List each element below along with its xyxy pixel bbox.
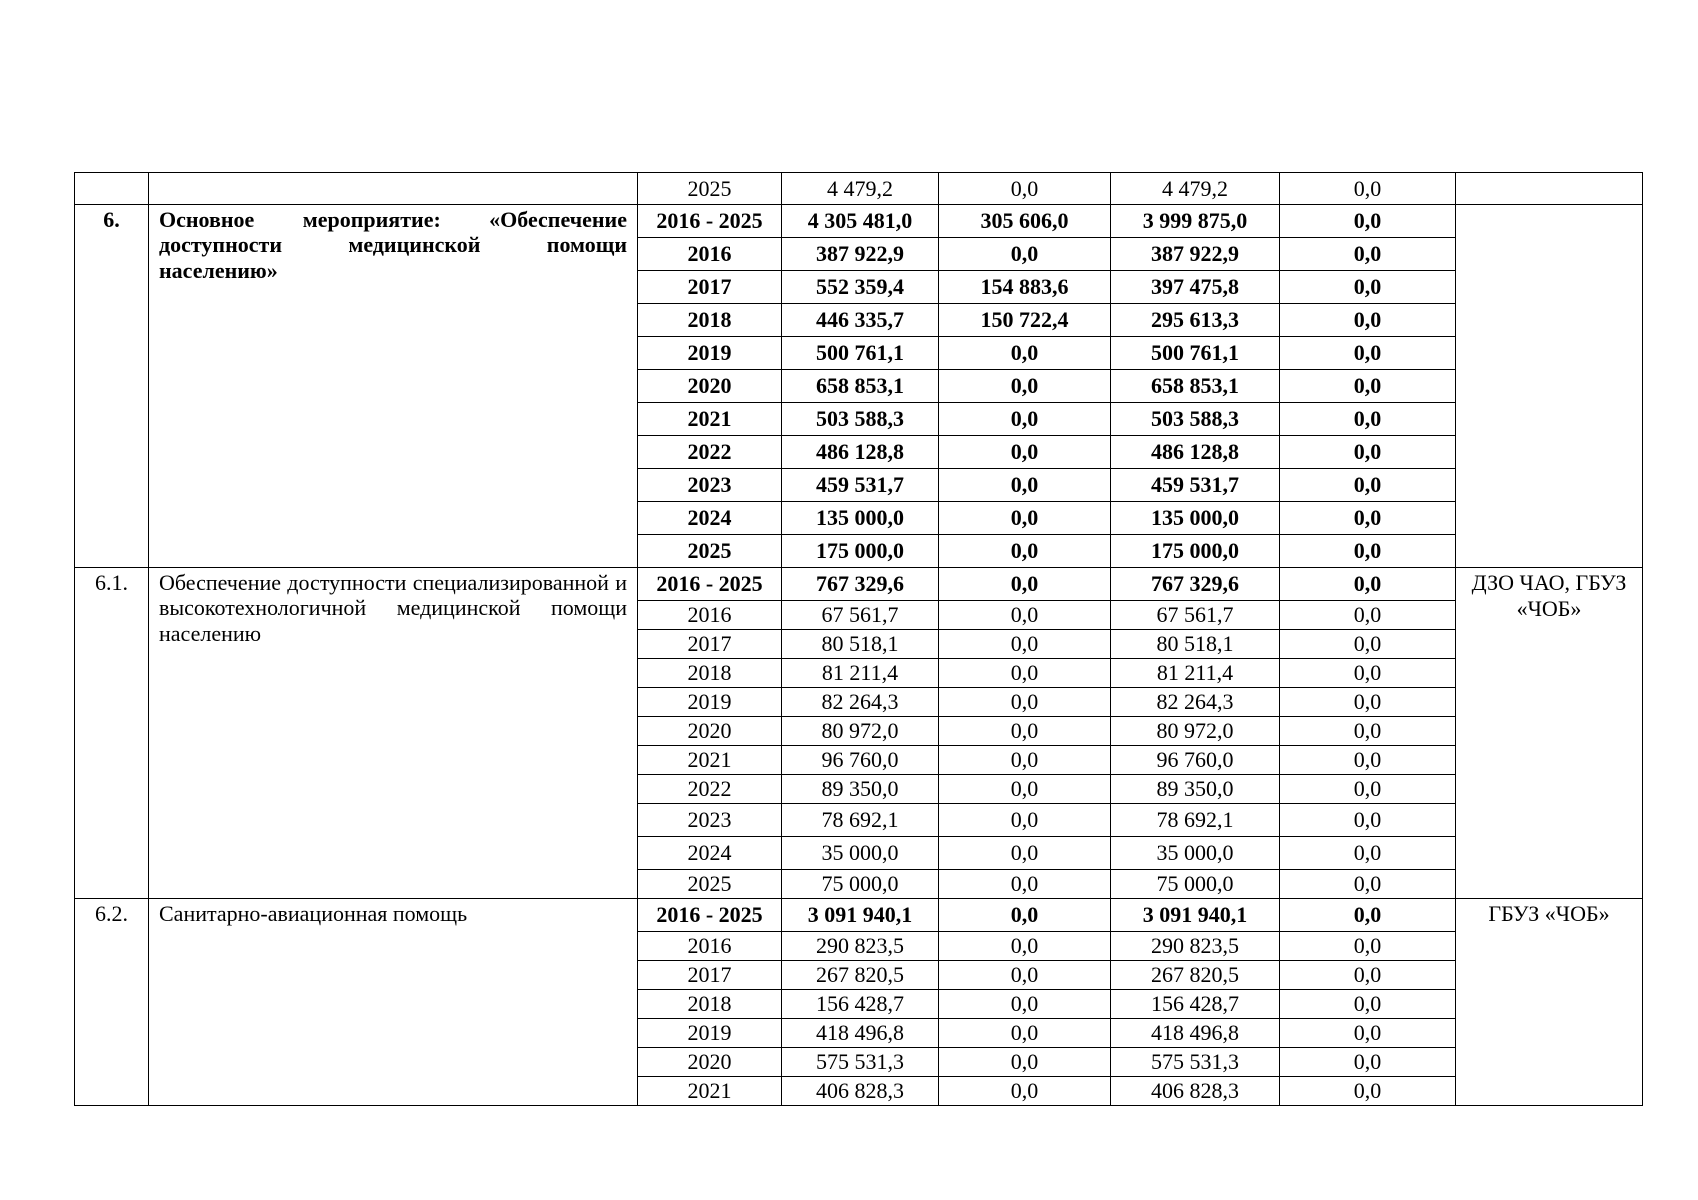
other-cell: 0,0 (1280, 173, 1456, 205)
responsible-executor (1456, 205, 1643, 568)
federal-cell: 0,0 (939, 688, 1111, 717)
total-cell: 459 531,7 (782, 469, 939, 502)
total-cell: 175 000,0 (782, 535, 939, 568)
other-cell: 0,0 (1280, 601, 1456, 630)
total-cell: 3 091 940,1 (782, 899, 939, 932)
regional-cell: 486 128,8 (1111, 436, 1280, 469)
year-cell: 2018 (638, 990, 782, 1019)
year-cell: 2024 (638, 502, 782, 535)
total-cell: 156 428,7 (782, 990, 939, 1019)
regional-cell: 81 211,4 (1111, 659, 1280, 688)
federal-cell: 0,0 (939, 370, 1111, 403)
year-cell: 2019 (638, 1019, 782, 1048)
year-cell: 2016 (638, 238, 782, 271)
regional-cell: 295 613,3 (1111, 304, 1280, 337)
other-cell: 0,0 (1280, 961, 1456, 990)
year-cell: 2016 (638, 932, 782, 961)
federal-cell: 0,0 (939, 173, 1111, 205)
year-cell: 2016 (638, 601, 782, 630)
federal-cell: 0,0 (939, 804, 1111, 837)
total-cell: 767 329,6 (782, 568, 939, 601)
regional-cell: 75 000,0 (1111, 870, 1280, 899)
other-cell: 0,0 (1280, 1019, 1456, 1048)
federal-cell: 305 606,0 (939, 205, 1111, 238)
year-cell: 2017 (638, 961, 782, 990)
federal-cell: 0,0 (939, 899, 1111, 932)
federal-cell: 0,0 (939, 990, 1111, 1019)
year-cell: 2025 (638, 535, 782, 568)
regional-cell: 397 475,8 (1111, 271, 1280, 304)
regional-cell: 78 692,1 (1111, 804, 1280, 837)
federal-cell: 0,0 (939, 568, 1111, 601)
other-cell: 0,0 (1280, 775, 1456, 804)
year-cell: 2025 (638, 870, 782, 899)
year-cell: 2016 - 2025 (638, 205, 782, 238)
federal-cell: 0,0 (939, 502, 1111, 535)
year-cell: 2019 (638, 688, 782, 717)
regional-cell: 175 000,0 (1111, 535, 1280, 568)
other-cell: 0,0 (1280, 746, 1456, 775)
other-cell: 0,0 (1280, 990, 1456, 1019)
other-cell: 0,0 (1280, 1048, 1456, 1077)
table-row (75, 205, 1643, 238)
federal-cell: 0,0 (939, 1019, 1111, 1048)
other-cell: 0,0 (1280, 870, 1456, 899)
other-cell: 0,0 (1280, 804, 1456, 837)
year-cell: 2016 - 2025 (638, 568, 782, 601)
other-cell: 0,0 (1280, 837, 1456, 870)
federal-cell: 0,0 (939, 870, 1111, 899)
regional-cell: 503 588,3 (1111, 403, 1280, 436)
total-cell: 290 823,5 (782, 932, 939, 961)
year-cell: 2017 (638, 630, 782, 659)
other-cell: 0,0 (1280, 899, 1456, 932)
federal-cell: 0,0 (939, 469, 1111, 502)
federal-cell: 0,0 (939, 337, 1111, 370)
other-cell: 0,0 (1280, 238, 1456, 271)
regional-cell: 67 561,7 (1111, 601, 1280, 630)
federal-cell: 0,0 (939, 775, 1111, 804)
other-cell: 0,0 (1280, 659, 1456, 688)
total-cell: 552 359,4 (782, 271, 939, 304)
other-cell: 0,0 (1280, 535, 1456, 568)
regional-cell: 96 760,0 (1111, 746, 1280, 775)
year-cell: 2023 (638, 804, 782, 837)
total-cell: 67 561,7 (782, 601, 939, 630)
total-cell: 96 760,0 (782, 746, 939, 775)
total-cell: 81 211,4 (782, 659, 939, 688)
table-row (75, 899, 1643, 932)
other-cell: 0,0 (1280, 717, 1456, 746)
regional-cell: 459 531,7 (1111, 469, 1280, 502)
name-cell (149, 173, 638, 205)
other-cell: 0,0 (1280, 304, 1456, 337)
regional-cell: 35 000,0 (1111, 837, 1280, 870)
other-cell: 0,0 (1280, 436, 1456, 469)
responsible-executor: ГБУЗ «ЧОБ» (1456, 899, 1643, 1106)
year-cell: 2018 (638, 304, 782, 337)
year-cell: 2023 (638, 469, 782, 502)
table-body (75, 173, 1643, 1106)
item-number: 6.2. (75, 899, 149, 1106)
regional-cell: 80 972,0 (1111, 717, 1280, 746)
federal-cell: 0,0 (939, 717, 1111, 746)
total-cell: 4 305 481,0 (782, 205, 939, 238)
year-cell: 2021 (638, 746, 782, 775)
federal-cell: 0,0 (939, 659, 1111, 688)
federal-cell: 0,0 (939, 837, 1111, 870)
regional-cell: 82 264,3 (1111, 688, 1280, 717)
total-cell: 135 000,0 (782, 502, 939, 535)
federal-cell: 0,0 (939, 1048, 1111, 1077)
year-cell: 2021 (638, 1077, 782, 1106)
federal-cell: 0,0 (939, 932, 1111, 961)
federal-cell: 0,0 (939, 630, 1111, 659)
year-cell: 2020 (638, 717, 782, 746)
responsible-cell (1456, 173, 1643, 205)
other-cell: 0,0 (1280, 932, 1456, 961)
total-cell: 500 761,1 (782, 337, 939, 370)
regional-cell: 406 828,3 (1111, 1077, 1280, 1106)
table-row (75, 568, 1643, 601)
federal-cell: 0,0 (939, 403, 1111, 436)
other-cell: 0,0 (1280, 370, 1456, 403)
year-cell: 2020 (638, 370, 782, 403)
total-cell: 658 853,1 (782, 370, 939, 403)
year-cell: 2017 (638, 271, 782, 304)
item-number: 6.1. (75, 568, 149, 899)
regional-cell: 4 479,2 (1111, 173, 1280, 205)
other-cell: 0,0 (1280, 205, 1456, 238)
year-cell: 2018 (638, 659, 782, 688)
year-cell: 2019 (638, 337, 782, 370)
other-cell: 0,0 (1280, 337, 1456, 370)
total-cell: 89 350,0 (782, 775, 939, 804)
total-cell: 446 335,7 (782, 304, 939, 337)
total-cell: 406 828,3 (782, 1077, 939, 1106)
year-cell: 2024 (638, 837, 782, 870)
total-cell: 35 000,0 (782, 837, 939, 870)
total-cell: 575 531,3 (782, 1048, 939, 1077)
item-name: Основное мероприятие: «Обеспечение доступности медицинской помощи населению» (149, 205, 638, 568)
regional-cell: 3 091 940,1 (1111, 899, 1280, 932)
regional-cell: 575 531,3 (1111, 1048, 1280, 1077)
other-cell: 0,0 (1280, 271, 1456, 304)
federal-cell: 150 722,4 (939, 304, 1111, 337)
other-cell: 0,0 (1280, 688, 1456, 717)
regional-cell: 767 329,6 (1111, 568, 1280, 601)
other-cell: 0,0 (1280, 1077, 1456, 1106)
regional-cell: 89 350,0 (1111, 775, 1280, 804)
total-cell: 82 264,3 (782, 688, 939, 717)
other-cell: 0,0 (1280, 630, 1456, 659)
regional-cell: 3 999 875,0 (1111, 205, 1280, 238)
regional-cell: 418 496,8 (1111, 1019, 1280, 1048)
regional-cell: 500 761,1 (1111, 337, 1280, 370)
year-cell: 2022 (638, 436, 782, 469)
total-cell: 418 496,8 (782, 1019, 939, 1048)
regional-cell: 658 853,1 (1111, 370, 1280, 403)
year-cell: 2016 - 2025 (638, 899, 782, 932)
total-cell: 503 588,3 (782, 403, 939, 436)
responsible-executor: ДЗО ЧАО, ГБУЗ «ЧОБ» (1456, 568, 1643, 899)
year-cell: 2022 (638, 775, 782, 804)
total-cell: 78 692,1 (782, 804, 939, 837)
item-name: Обеспечение доступности специализированной и высокотехнологичной медицинской помощи населению (149, 568, 638, 899)
total-cell: 75 000,0 (782, 870, 939, 899)
table-row-continued (75, 173, 1643, 205)
federal-cell: 0,0 (939, 601, 1111, 630)
regional-cell: 80 518,1 (1111, 630, 1280, 659)
total-cell: 80 518,1 (782, 630, 939, 659)
federal-cell: 0,0 (939, 238, 1111, 271)
other-cell: 0,0 (1280, 568, 1456, 601)
other-cell: 0,0 (1280, 469, 1456, 502)
item-number: 6. (75, 205, 149, 568)
total-cell: 387 922,9 (782, 238, 939, 271)
regional-cell: 290 823,5 (1111, 932, 1280, 961)
regional-cell: 387 922,9 (1111, 238, 1280, 271)
budget-table (74, 172, 1643, 1106)
number-cell (75, 173, 149, 205)
total-cell: 4 479,2 (782, 173, 939, 205)
federal-cell: 0,0 (939, 746, 1111, 775)
year-cell: 2025 (638, 173, 782, 205)
other-cell: 0,0 (1280, 403, 1456, 436)
total-cell: 486 128,8 (782, 436, 939, 469)
federal-cell: 0,0 (939, 535, 1111, 568)
year-cell: 2021 (638, 403, 782, 436)
federal-cell: 0,0 (939, 961, 1111, 990)
federal-cell: 0,0 (939, 1077, 1111, 1106)
item-name: Санитарно-авиационная помощь (149, 899, 638, 1106)
other-cell: 0,0 (1280, 502, 1456, 535)
regional-cell: 156 428,7 (1111, 990, 1280, 1019)
regional-cell: 267 820,5 (1111, 961, 1280, 990)
total-cell: 267 820,5 (782, 961, 939, 990)
federal-cell: 154 883,6 (939, 271, 1111, 304)
regional-cell: 135 000,0 (1111, 502, 1280, 535)
total-cell: 80 972,0 (782, 717, 939, 746)
year-cell: 2020 (638, 1048, 782, 1077)
federal-cell: 0,0 (939, 436, 1111, 469)
